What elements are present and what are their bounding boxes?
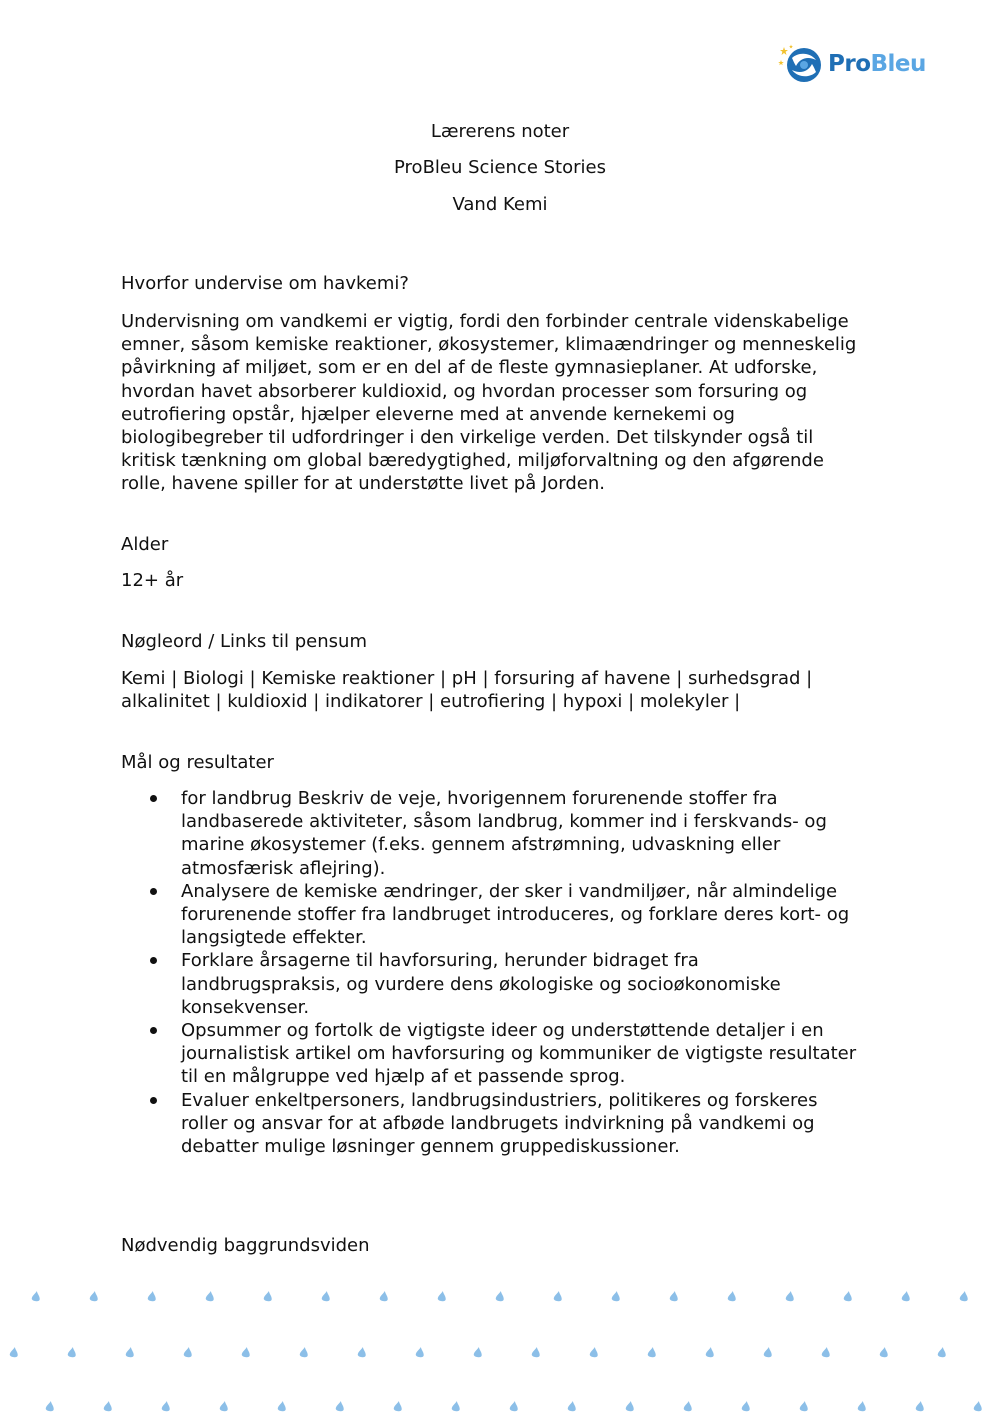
water-drop-icon [553,1291,562,1302]
goal-line: landbaserede aktiviteter, såsom landbrug, kommer ind i ferskvands- og [181,811,827,833]
why-line: emner, såsom kemiske reaktioner, økosystemer, klimaændringer og menneskelig [121,334,857,356]
goal-line: konsekvenser. [181,996,310,1018]
bullet-icon [150,1027,157,1034]
why-line: hvordan havet absorberer kuldioxid, og hvordan processer som forsuring og [121,380,808,402]
why-line: biologibegreber til udfordringer i den virkelige verden. Det tilskynder også til [121,427,814,449]
water-drop-icon [451,1401,460,1412]
goal-line: Opsummer og fortolk de vigtigste ideer og understøttende detaljer i en [181,1020,824,1042]
water-drop-icon [669,1291,678,1302]
water-drop-icon [473,1347,482,1358]
keywords-list [121,667,881,713]
goal-line: marine økosystemer (f.eks. gennem afstrømning, udvaskning eller [181,834,781,856]
goal-line: debatter mulige løsninger gennem gruppediskussioner. [181,1136,680,1158]
keywords-line: alkalinitet | kuldioxid | indikatorer | eutrofiering | hypoxi | molekyler | [121,691,741,713]
water-drop-icon [509,1401,518,1412]
why-line: Undervisning om vandkemi er vigtig, fordi den forbinder centrale videnskabelige [121,311,849,332]
water-drop-icon [959,1291,968,1302]
water-drop-icon [625,1401,634,1412]
water-drop-icon [299,1347,308,1358]
why-line: eutrofiering opstår, hjælper eleverne med at anvende kernekemi og [121,403,735,425]
water-drop-icon [9,1347,18,1358]
water-drop-icon [901,1291,910,1302]
goal-line: Analysere de kemiske ændringer, der sker i vandmiljøer, når almindelige [181,880,838,902]
goals-list [121,787,891,1158]
water-drops-decoration [0,1275,1000,1415]
water-drop-icon [219,1401,228,1412]
goal-line: landbrugspraksis, og vurdere dens økologiske og socioøkonomiske [181,973,781,995]
water-drop-icon [357,1347,366,1358]
why-line: rolle, havene spiller for at understøtte livet på Jorden. [121,473,605,495]
water-drop-icon [531,1347,540,1358]
goal-line: for landbrug Beskriv de veje, hvorigennem forurenende stoffer fra [181,788,778,809]
water-drop-icon [241,1347,250,1358]
water-drop-icon [857,1401,866,1412]
keywords-heading: Nøgleord / Links til pensum [121,631,367,652]
goal-line: journalistisk artikel om havforsuring og kommuniker de vigtigste resultater [181,1043,857,1065]
water-drop-icon [183,1347,192,1358]
goal-item [121,1089,891,1159]
why-line: kritisk tænkning om global bæredygtighed, miljøforvaltning og den afgørende [121,450,824,472]
bullet-icon [150,1097,157,1104]
water-drop-icon [335,1401,344,1412]
water-drop-icon [263,1291,272,1302]
probleu-logo [778,44,926,84]
goal-item [121,880,891,950]
age-value: 12+ år [121,570,184,591]
water-drop-icon [973,1401,982,1412]
why-line: påvirkning af miljøet, som er en del af de fleste gymnasieplaner. At udforske, [121,357,818,379]
water-drop-icon [103,1401,112,1412]
water-drop-icon [147,1291,156,1302]
water-drop-icon [879,1347,888,1358]
goal-line: Forklare årsagerne til havforsuring, herunder bidraget fra [181,950,699,972]
water-drop-icon [705,1347,714,1358]
logo-wordmark [828,50,926,77]
goal-line: langsigtede effekter. [181,927,367,949]
water-drop-icon [393,1401,402,1412]
goals-heading: Mål og resultater [121,752,274,773]
age-heading: Alder [121,534,169,555]
bullet-icon [150,888,157,895]
doc-title-line-1: Lærerens noter [430,121,570,142]
keywords-line: Kemi | Biologi | Kemiske reaktioner | pH | forsuring af havene | surhedsgrad | [121,668,813,689]
logo-text-pro: Pro [828,50,871,77]
bullet-icon [150,957,157,964]
water-drop-icon [125,1347,134,1358]
water-drop-icon [277,1401,286,1412]
water-drop-icon [31,1291,40,1302]
why-heading: Hvorfor undervise om havkemi? [121,273,409,294]
water-drop-icon [611,1291,620,1302]
water-drop-icon [741,1401,750,1412]
water-drop-icon [67,1347,76,1358]
goal-line: atmosfærisk aflejring). [181,857,386,879]
water-drop-icon [821,1347,830,1358]
goal-item [121,949,891,1019]
water-drop-icon [785,1291,794,1302]
background-heading: Nødvendig baggrundsviden [121,1235,370,1256]
water-drop-icon [437,1291,446,1302]
water-drop-icon [567,1401,576,1412]
why-paragraph [121,310,881,496]
water-drop-icon [205,1291,214,1302]
probleu-emblem-icon [778,44,822,84]
water-drop-icon [647,1347,656,1358]
water-drop-icon [589,1347,598,1358]
water-drop-icon [727,1291,736,1302]
water-drop-icon [45,1401,54,1412]
water-drop-icon [415,1347,424,1358]
water-drop-icon [799,1401,808,1412]
goal-line: roller og ansvar for at afbøde landbrugets indvirkning på vandkemi og [181,1112,815,1134]
goal-line: Evaluer enkeltpersoners, landbrugsindustriers, politikeres og forskeres [181,1089,818,1111]
water-drop-icon [161,1401,170,1412]
goal-item [121,787,891,880]
water-drop-icon [843,1291,852,1302]
bullet-icon [150,795,157,802]
water-drop-icon [89,1291,98,1302]
water-drop-icon [495,1291,504,1302]
water-drop-icon [915,1401,924,1412]
water-drop-icon [683,1401,692,1412]
doc-title-line-3: Vand Kemi [452,194,548,215]
doc-title-line-2: ProBleu Science Stories [394,157,606,178]
water-drop-icon [763,1347,772,1358]
water-drop-icon [321,1291,330,1302]
logo-text-bleu: Bleu [870,50,926,77]
goal-line: forurenende stoffer fra landbruget introduceres, og forklare deres kort- og [181,904,850,926]
goal-line: til en målgruppe ved hjælp af et passende sprog. [181,1066,626,1088]
goal-item [121,1019,891,1089]
water-drop-icon [937,1347,946,1358]
water-drop-icon [379,1291,388,1302]
